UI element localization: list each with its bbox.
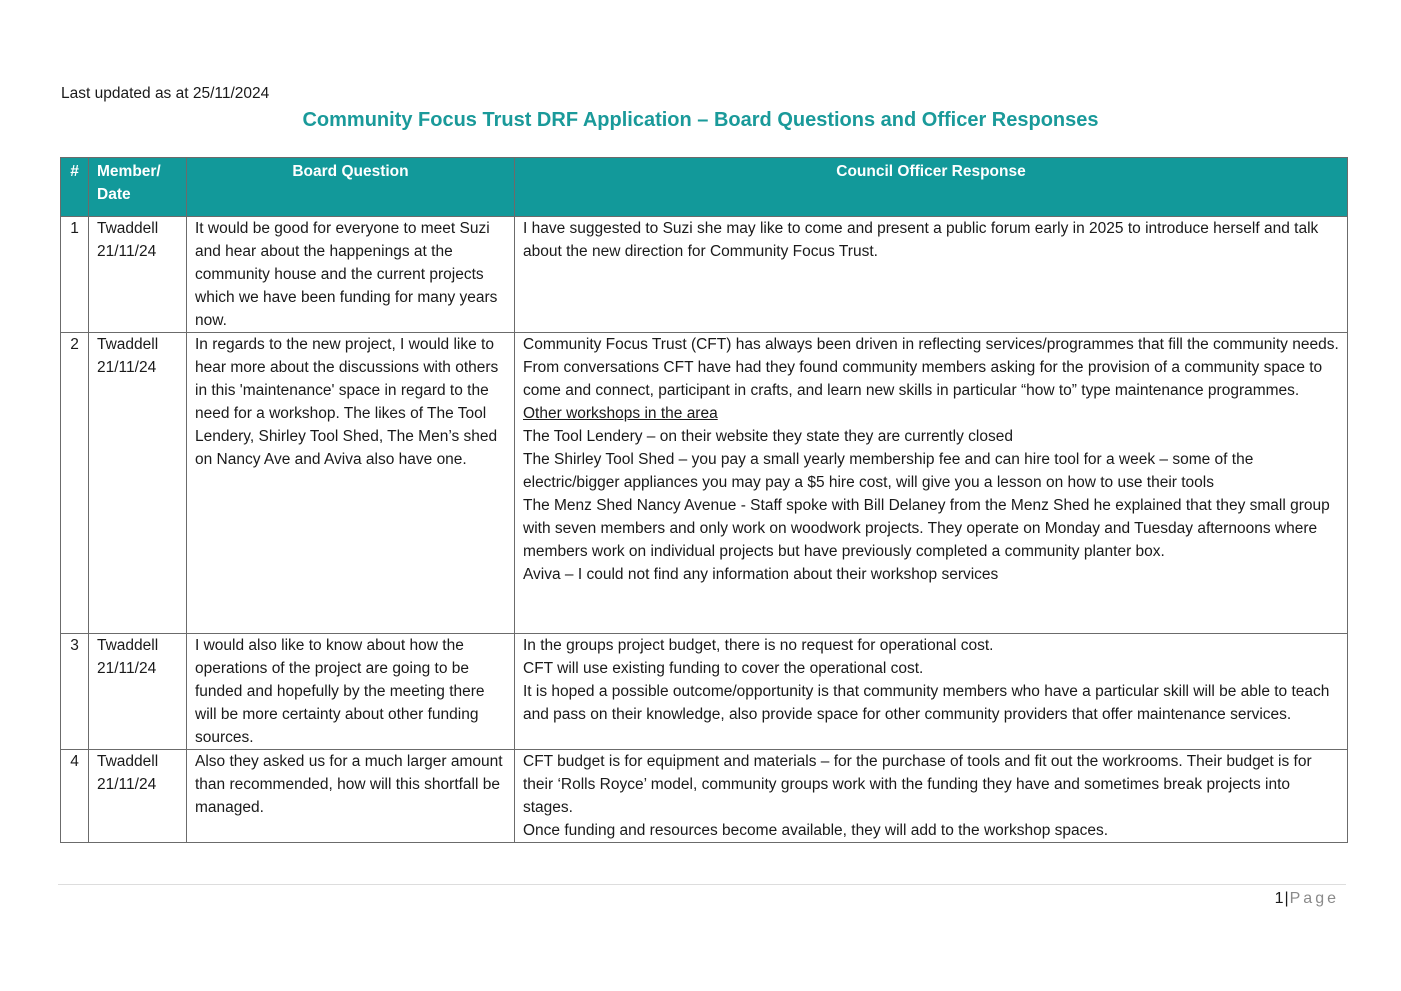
officer-response — [515, 217, 1348, 333]
column-header-date: Date — [97, 186, 131, 203]
question-date: 21/11/24 — [97, 660, 157, 677]
row-number: 3 — [61, 634, 89, 750]
member-name: Twaddell — [97, 753, 159, 770]
officer-response — [515, 634, 1348, 750]
response-paragraph: In the groups project budget, there is no request for operational cost. — [523, 637, 994, 654]
table-row — [61, 333, 1348, 634]
response-paragraph: The Shirley Tool Shed – you pay a small yearly membership fee and can hire tool for a week – some of the electric/bigger appliances you may pay a $5 hire cost, will give you a lesson on how to use their tools — [523, 451, 1254, 491]
column-header-number: # — [61, 158, 89, 217]
question-date: 21/11/24 — [97, 359, 157, 376]
response-paragraph: CFT budget is for equipment and materials – for the purchase of tools and fit out the workrooms. Their budget is for their ‘Rolls Royce’ model, community groups work with the funding they have and sometimes break projects into stages. — [523, 753, 1312, 816]
column-header-officer-response: Council Officer Response — [515, 158, 1348, 217]
response-paragraph: The Menz Shed Nancy Avenue - Staff spoke with Bill Delaney from the Menz Shed he explained that they small group with seven members and only work on woodwork projects. They operate on Monday and Tuesday afternoons where members work on individual projects but have previously completed a community planter box. — [523, 497, 1330, 560]
response-paragraph: Once funding and resources become available, they will add to the workshop spaces. — [523, 822, 1109, 839]
board-question: Also they asked us for a much larger amount than recommended, how will this shortfall be managed. — [187, 750, 515, 843]
page-label: Page — [1289, 890, 1339, 907]
document-title: Community Focus Trust DRF Application – Board Questions and Officer Responses — [302, 109, 1099, 131]
member-date-cell — [89, 333, 187, 634]
response-paragraph: Aviva – I could not find any information about their workshop services — [523, 566, 999, 583]
member-name: Twaddell — [97, 220, 159, 237]
last-updated-text: Last updated as at 25/11/2024 — [61, 85, 270, 102]
column-header-member: Member/ — [97, 163, 161, 180]
officer-response — [515, 333, 1348, 634]
footer-divider — [58, 884, 1346, 885]
question-date: 21/11/24 — [97, 243, 157, 260]
board-question: I would also like to know about how the operations of the project are going to be funded and hopefully by the meeting there will be more certainty about other funding sources. — [187, 634, 515, 750]
board-question: In regards to the new project, I would like to hear more about the discussions with others in this 'maintenance' space in regard to the need for a workshop. The likes of The Tool Lendery, Shirley Tool Shed, The Men’s shed on Nancy Ave and Aviva also have one. — [187, 333, 515, 634]
page-separator: | — [1284, 890, 1289, 907]
member-date-cell — [89, 634, 187, 750]
questions-table — [60, 157, 1348, 843]
response-paragraph: The Tool Lendery – on their website they state they are currently closed — [523, 428, 1013, 445]
table-header-row — [61, 158, 1348, 217]
response-paragraph: CFT will use existing funding to cover the operational cost. — [523, 660, 924, 677]
column-header-board-question: Board Question — [187, 158, 515, 217]
response-subheading: Other workshops in the area — [523, 405, 718, 422]
row-number: 1 — [61, 217, 89, 333]
response-paragraph: Community Focus Trust (CFT) has always been driven in reflecting services/programmes that fill the community needs. From conversations CFT have had they found community members asking for the provision of a community space to come and connect, participant in crafts, and learn new skills in particular “how to” type maintenance programmes. — [523, 336, 1339, 399]
board-question: It would be good for everyone to meet Suzi and hear about the happenings at the community house and the current projects which we have been funding for many years now. — [187, 217, 515, 333]
member-name: Twaddell — [97, 637, 159, 654]
member-name: Twaddell — [97, 336, 159, 353]
member-date-cell — [89, 217, 187, 333]
table-row — [61, 634, 1348, 750]
table-row — [61, 217, 1348, 333]
column-header-member-date — [89, 158, 187, 217]
page-number: 1 — [1274, 890, 1284, 907]
question-date: 21/11/24 — [97, 776, 157, 793]
page-footer — [1275, 888, 1339, 910]
row-number: 2 — [61, 333, 89, 634]
officer-response — [515, 750, 1348, 843]
row-number: 4 — [61, 750, 89, 843]
response-paragraph: I have suggested to Suzi she may like to come and present a public forum early in 2025 to introduce herself and talk about the new direction for Community Focus Trust. — [523, 220, 1319, 260]
response-paragraph: It is hoped a possible outcome/opportunity is that community members who have a particular skill will be able to teach and pass on their knowledge, also provide space for other community providers that offer maintenance services. — [523, 683, 1330, 723]
table-row — [61, 750, 1348, 843]
member-date-cell — [89, 750, 187, 843]
